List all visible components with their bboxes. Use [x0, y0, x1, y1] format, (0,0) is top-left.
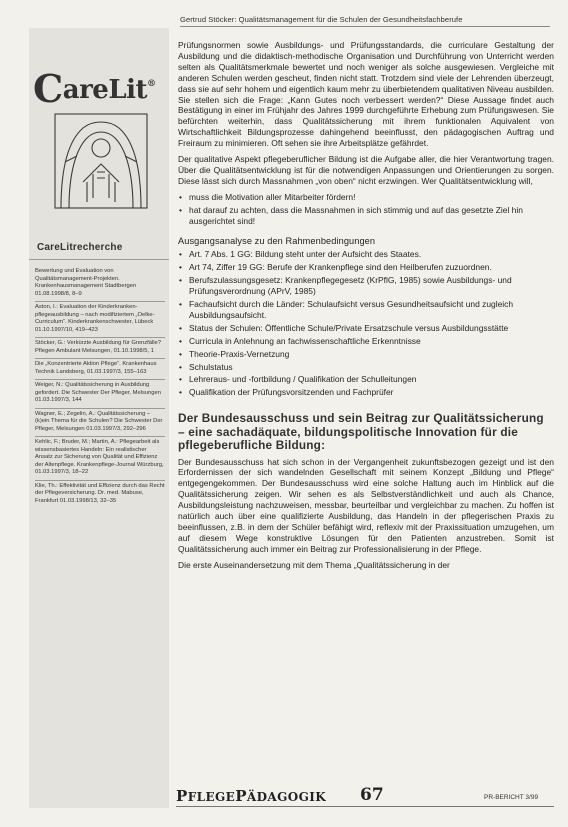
page-number: 67 [360, 785, 384, 805]
reference-item: Bewertung und Evaluation von Qualitätsmanagement-Projekten. Krankenhausmanagement Stadtbergen 01.08.1998/8, 8–9 [35, 266, 165, 302]
reference-item: Kehlic, F.; Bruder, M.; Martin, A.: Pflegearbeit als wissensbasiertes Handeln: Ein realistischer Ansatz zur Sicherung von Qualität und Effizienz der Altenpflege. Krankenpflege-Journal Würzburg, 01.03.1997/3, 18–22 [35, 437, 165, 481]
logo-letters: areLit [62, 75, 148, 105]
reference-item: Weiger, N.: Qualitätssicherung in Ausbildung gefordert. Die Schwester Der Pfleger, Melsungen 01.03.1997/3, 144 [35, 380, 165, 409]
bullet-list [178, 192, 554, 227]
magazine-letter: P [235, 787, 247, 805]
reference-item: Stöcker, G.: Verkürzte Ausbildung für Grenzfälle? Pflegen Ambulant Melsungen, 01.10.1998/5, 1 [35, 338, 165, 359]
registered-mark: ® [147, 79, 156, 89]
sidebar-title: CareLitrecherche [37, 242, 123, 253]
list-item: • hat darauf zu achten, dass die Massnahmen in sich stimmig und auf das gesetzte Ziel hin ausgerichtet sind! [178, 205, 554, 227]
section-subheading: Ausgangsanalyse zu den Rahmenbedingungen [178, 235, 376, 246]
footer-divider [176, 806, 554, 807]
list-item: • Curricula in Anlehnung an fachwissenschaftliche Erkenntnisse [178, 336, 554, 347]
logo-letter-c: C [33, 66, 63, 111]
logo-figure-icon [53, 112, 149, 212]
list-item: • Lehreraus- und -fortbildung / Qualifikation der Schulleitungen [178, 374, 554, 385]
section-heading: Der Bundesausschuss und sein Beitrag zur Qualitätssicherung – eine sachadäquate, bildungspolitische Innovation für die pflegeberufliche Bildung: [178, 411, 544, 453]
list-item: • Art. 7 Abs. 1 GG: Bildung steht unter der Aufsicht des Staates. [178, 249, 554, 260]
reference-list [35, 266, 165, 508]
reference-item: Die „Konzentrierte Aktion Pflege“. Krankenhaus Technik Landsberg, 01.03.1997/3, 155–163 [35, 359, 165, 380]
article-body [178, 40, 554, 576]
sidebar-divider [29, 259, 169, 260]
list-item: • Qualifikation der Prüfungsvorsitzenden und Fachprüfer [178, 387, 554, 398]
magazine-title [176, 787, 326, 805]
paragraph: Der Bundesausschuss hat sich schon in der Vergangenheit zukunftsbezogen gezeigt und ist den Erfordernissen der sich wandelnden Gesellschaft mit seinem Konzept „Bildung und Pflege“ entgegengekommen. Der Bundesausschuss wird eine solche Haltung auch im Hinblick auf die Qualitätssicherung zeigen. Wir sehen es als Selbstverständlichkeit und auch als Chance, Ausbildungsleistung nachzuweisen, messbar, beurteilbar und vergleichbar zu machen. Zu hoffen ist natürlich auch über eine qualifizierte Ausbildung, das Handeln in der pflegerischen Praxis zu beeinflussen, z.B. in dem der Schüler befähigt wird, reflexiv mit der Praxissituation umzugehen, um auf diesem Wege konstruktive Lösungen für den Patienten anzustreben. Somit ist Qualitätssicherung auch immer ein Beitrag zur Professionalisierung in der Pflege. [178, 456, 554, 554]
reference-item: Klie, Th.: Effektivität und Effizienz durch das Recht der Pflegeversicherung. Dr. med. Mabuse, Frankfurt 01.03.1998/13, 32–35 [35, 482, 165, 504]
list-item: • Theorie-Praxis-Vernetzung [178, 349, 554, 360]
list-item: • Art 74, Ziffer 19 GG: Berufe der Krankenpflege sind den Heilberufen zuzuordnen. [178, 262, 554, 273]
paragraph: Die erste Auseinandersetzung mit dem Thema „Qualitätssicherung in der [178, 559, 450, 570]
list-item: • muss die Motivation aller Mitarbeiter fördern! [178, 192, 554, 203]
paragraph: Der qualitative Aspekt pflegeberuflicher Bildung ist die Aufgabe aller, die hier Verantwortung tragen. Über die Qualitätsentwicklung ist für die notwendigen Anpassungen und Orientierungen zu sorgen. Diese lässt sich durch Massnahmen „von oben“ nicht erzwingen. Wer Qualitätsentwicklung will, [178, 154, 554, 186]
magazine-letters: ÄDAGOGIK [246, 790, 327, 804]
bullet-list [178, 249, 554, 398]
list-item: • Status der Schulen: Öffentliche Schule/Private Ersatzschule versus Ausbildungsstätte [178, 323, 554, 334]
sidebar [29, 28, 169, 808]
reference-item: Aston, I.: Evaluation der Kinderkranken-pflegeausbildung – nach modifiziertem „Oelke-Curriculum“. Kinderkrankenschwester, Lübeck 01.10.1997/10, 419–423 [35, 302, 165, 338]
list-item: • Schulstatus [178, 362, 554, 373]
paragraph: Prüfungsnormen sowie Ausbildungs- und Prüfungsstandards, die curriculare Gestaltung der Ausbildung und die didaktisch-methodische Organisation und Durchführung von Unterricht werden selten als Qualitätsmerkmale bewertet und noch weniger als solche ausgewiesen. Vergleiche mit anderen Schulen werden gescheut, finden nicht statt. Trotzdem sind viele der Lehrenden überzeugt, dass sie auf sehr hohem und eigentlich kaum mehr zu überbietendem qualitativen Niveau ausbilden. Sie stellen sich die Frage: „Kann Gutes noch verbessert werden?“ Diese Aussage findet auch Bestätigung in einer im Frühjahr des Jahres 1999 durchgeführte Erhebung zum Prüfungswesen. Sie befürchten weiterhin, dass Qualitätssicherung mit ihrem funktionalen Aquivalent von Wirtschaftlichkeit Bildungsprozesse dahingehend beeinflusst, den pädagogischen Auftrag und Freiraum zu minimieren. Oft sehen sie ihre Arbeitsplätze gefährdet. [178, 40, 554, 149]
list-item: • Fachaufsicht durch die Länder: Schulaufsicht versus Gesundheitsaufsicht und zugleich Ausbildungsaufsicht. [178, 299, 554, 321]
reference-item: Wagner, E.; Zegelin, A.: Qualitätssicherung – (k)ein Thema für die Schulen? Die Schwester Der Pfleger, Melsungen 01.03.1997/3, 292–296 [35, 409, 165, 438]
running-head: Gertrud Stöcker: Qualitätsmanagement für die Schulen der Gesundheitsfachberufe [180, 15, 550, 27]
carelit-logo [29, 32, 169, 222]
issue-label: PR-BERICHT 3/99 [484, 794, 539, 801]
magazine-letters: FLEGE [187, 790, 236, 804]
magazine-letter: P [176, 787, 188, 805]
list-item: • Berufszulassungsgesetz: Krankenpflegegesetz (KrPflG, 1985) sowie Ausbildungs- und Prüfungsverordnung (APrV, 1985) [178, 275, 554, 297]
logo-wordmark [29, 66, 169, 111]
